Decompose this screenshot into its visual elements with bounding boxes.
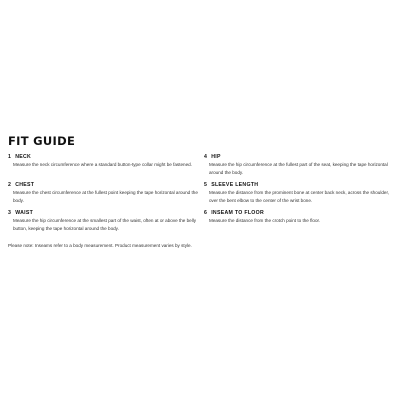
fit-item-label: SLEEVE LENGTH <box>211 182 259 188</box>
fit-item-label: NECK <box>15 154 32 160</box>
fit-item-number: 4 <box>204 154 208 160</box>
fit-item-description: Measure the distance from the crotch point to the floor. <box>209 218 321 223</box>
fit-item-description: Measure the distance from the prominent bone at center back neck, across the shoulder, over the bent elbow to the center of the wrist bone. <box>209 190 390 203</box>
fit-item-heading <box>204 182 394 189</box>
fit-item-inseam-to-floor <box>204 210 394 225</box>
fit-item-hip <box>204 154 394 177</box>
fit-item-neck <box>8 154 198 169</box>
fit-item-label: INSEAM TO FLOOR <box>211 210 265 216</box>
fit-item-heading <box>204 210 394 217</box>
fit-item-chest <box>8 182 198 205</box>
page-title: FIT GUIDE <box>8 134 76 148</box>
fit-item-number: 2 <box>8 182 12 188</box>
measurement-note: Please note: Inseams refer to a body measurement. Product measurement varies by style. <box>8 243 192 248</box>
fit-item-number: 5 <box>204 182 208 188</box>
fit-item-description: Measure the hip circumference at the smallest part of the waist, often at or above the belly button, keeping the tape horizontal around the body. <box>13 218 197 231</box>
fit-item-heading <box>8 182 198 189</box>
fit-item-number: 1 <box>8 154 12 160</box>
fit-item-description: Measure the neck circumference where a standard button-type collar might be fastened. <box>13 162 192 167</box>
fit-item-label: CHEST <box>15 182 35 188</box>
fit-item-description: Measure the hip circumference at the fullest part of the seat, keeping the tape horizontal around the body. <box>209 162 388 175</box>
fit-item-description: Measure the chest circumference at the fullest point keeping the tape horizontal around the body. <box>13 190 198 203</box>
fit-item-label: WAIST <box>15 210 34 216</box>
fit-item-heading <box>8 154 198 161</box>
fit-item-label: HIP <box>211 154 221 160</box>
fit-item-sleeve-length <box>204 182 394 205</box>
fit-guide <box>8 0 392 400</box>
fit-item-waist <box>8 210 198 233</box>
fit-item-number: 3 <box>8 210 12 216</box>
fit-item-number: 6 <box>204 210 208 216</box>
fit-item-heading <box>204 154 394 161</box>
fit-item-heading <box>8 210 198 217</box>
